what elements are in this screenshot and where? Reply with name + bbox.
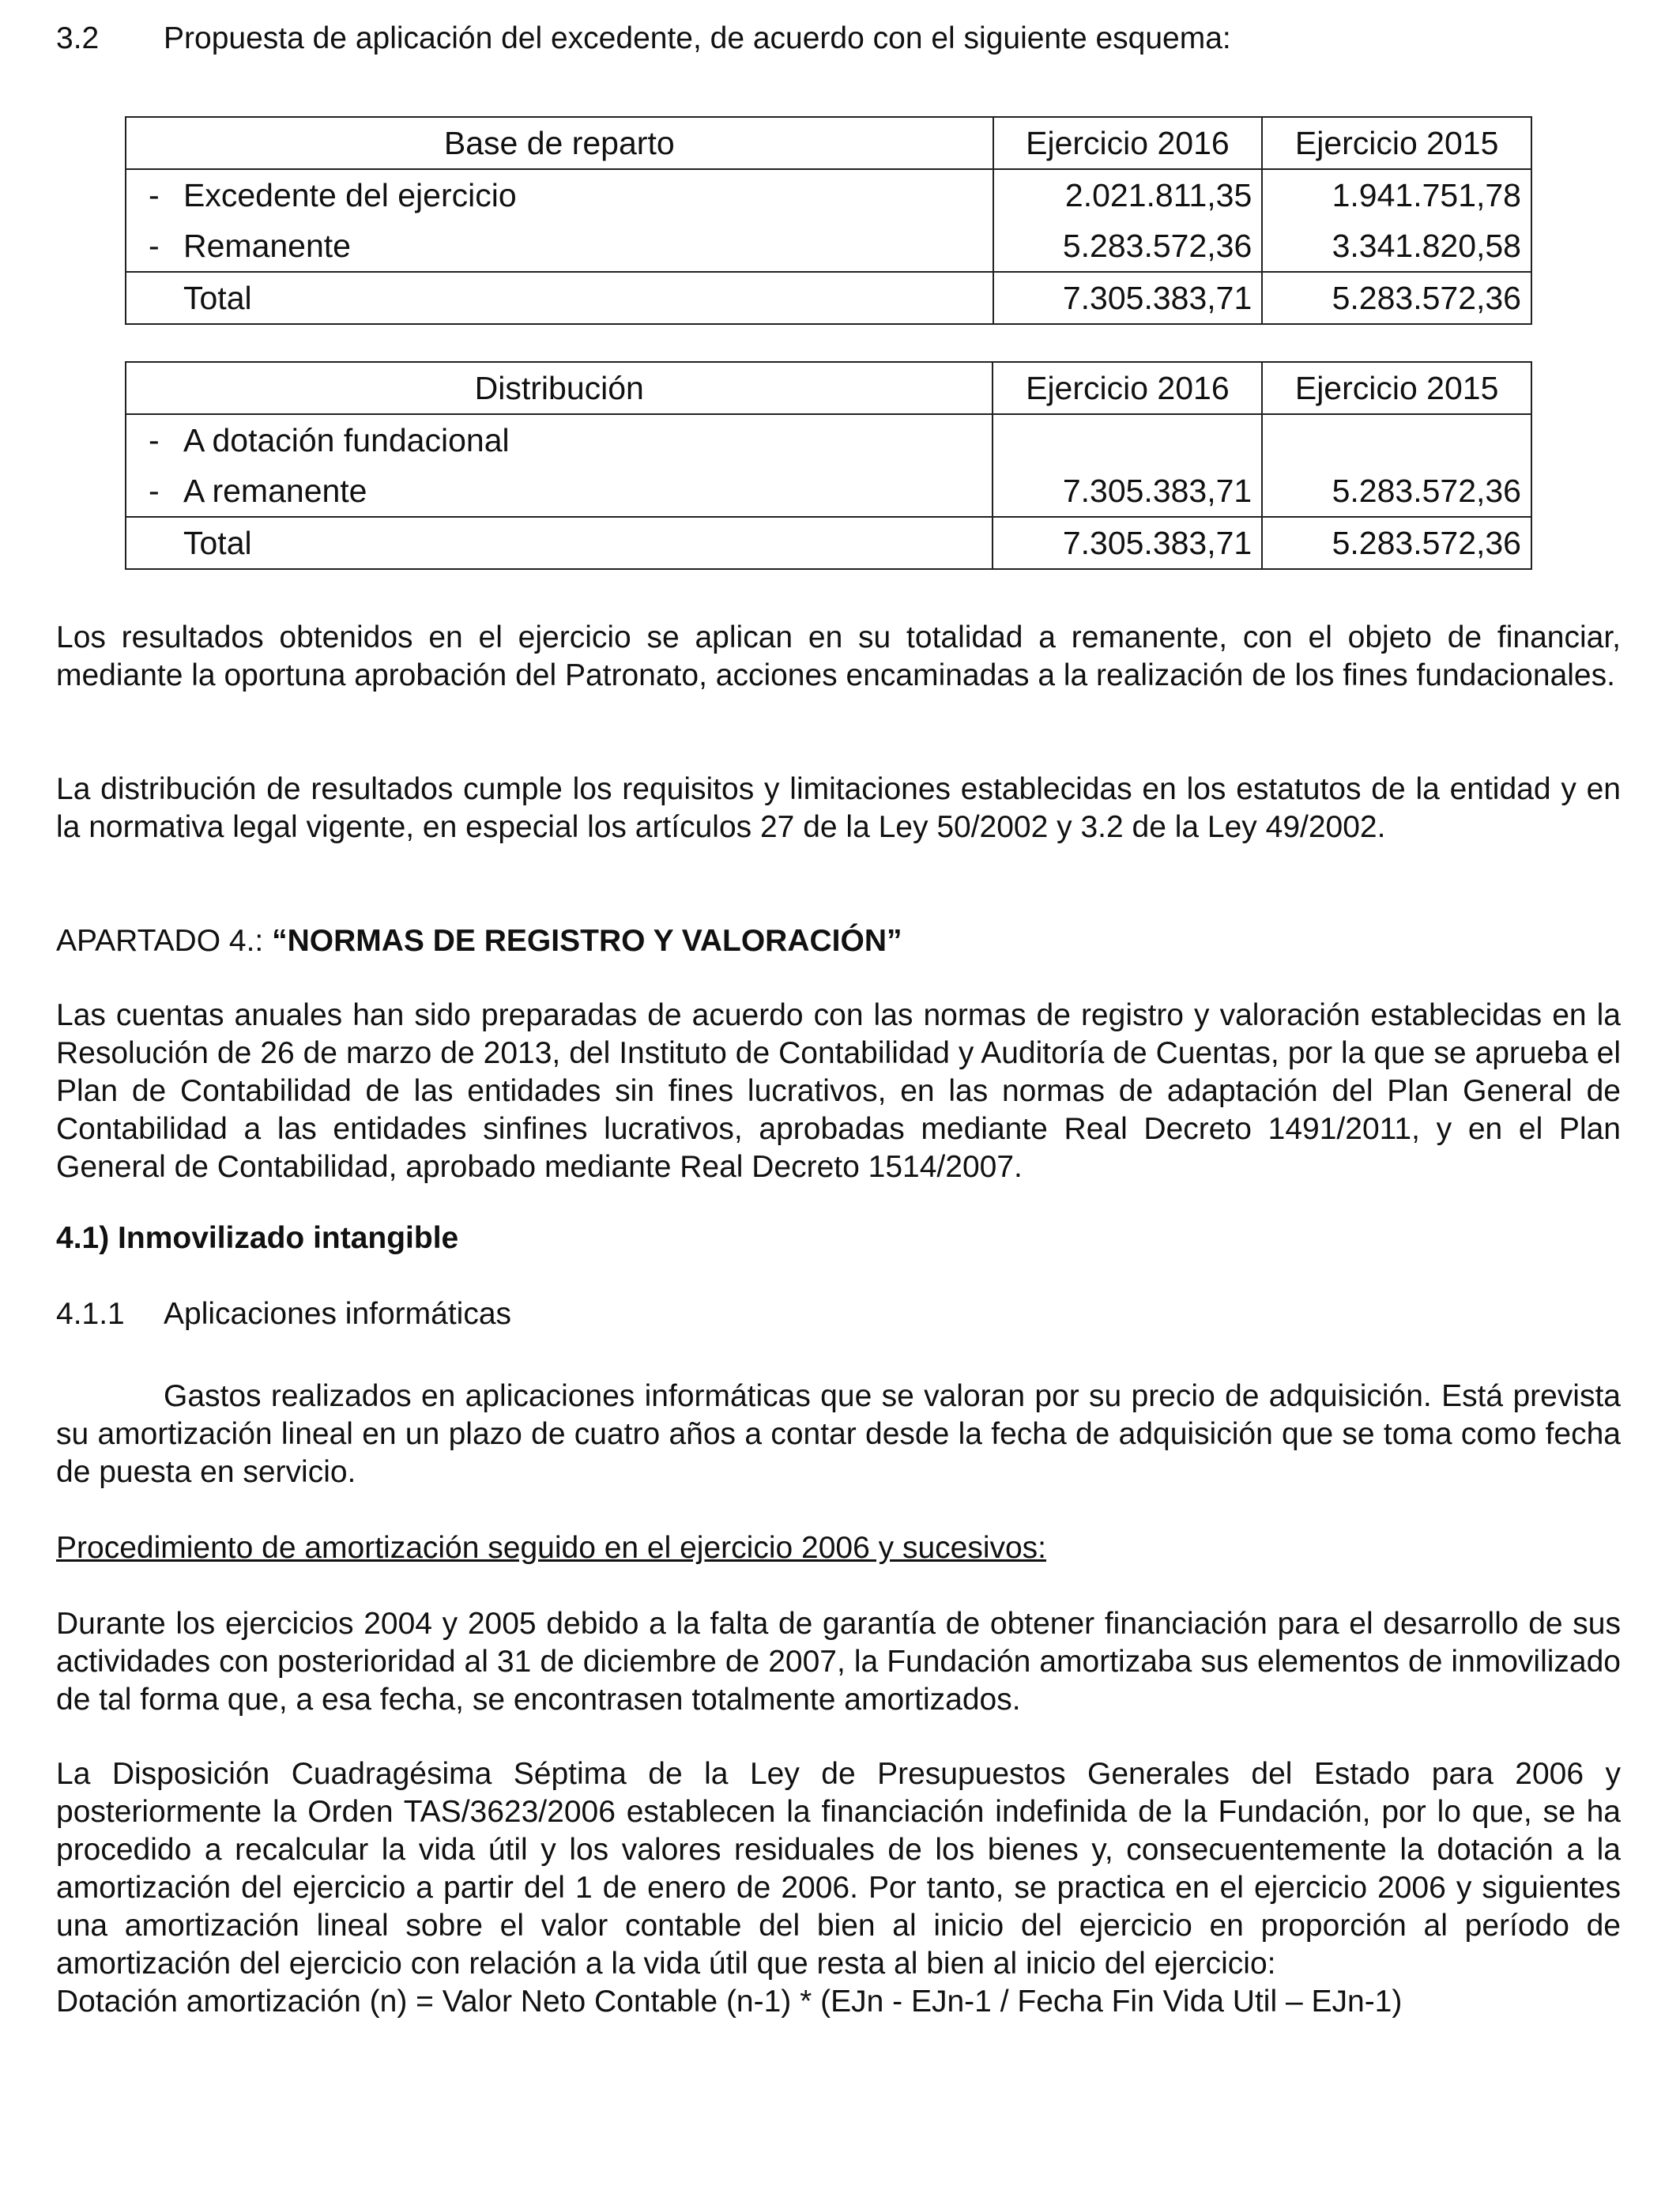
- column-header: Ejercicio 2016: [993, 362, 1262, 414]
- document-page: [56, 20, 1621, 2019]
- procedimiento-paragraph-1: Durante los ejercicios 2004 y 2005 debido a la falta de garantía de obtener financiación para el desarrollo de sus actividades con posterioridad al 31 de diciembre de 2007, la Fundación amortizaba sus elementos de inmovilizado de tal forma que, a esa fecha, se encontrasen totalmente amortizados.: [56, 1607, 1621, 1717]
- row-label: Excedente del ejercicio: [183, 177, 517, 213]
- paragraph-resultados: Los resultados obtenidos en el ejercicio se aplican en su totalidad a remanente, con el objeto de financiar, mediante la oportuna aprobación del Patronato, acciones encaminadas a la realización de los fines fundacionales.: [56, 620, 1621, 692]
- column-header: Ejercicio 2015: [1262, 362, 1531, 414]
- row-label: Remanente: [183, 228, 351, 264]
- section-number: 4.1.1: [56, 1297, 125, 1331]
- column-header: Ejercicio 2016: [993, 117, 1263, 169]
- section-title: Aplicaciones informáticas: [164, 1297, 512, 1331]
- cell-value: 2.021.811,35: [993, 169, 1263, 221]
- cell-value: 7.305.383,71: [993, 466, 1262, 517]
- table-header-row: [126, 117, 1531, 169]
- procedimiento-paragraph-2: La Disposición Cuadragésima Séptima de la Ley de Presupuestos Generales del Estado para 2006 y posteriormente la Orden TAS/3623/2006 establecen la financiación indefinida de la Fundación, por lo que, se ha procedido a recalcular la vida útil y los valores residuales de los bienes y, consecuentemente la dotación a la amortización del ejercicio a partir del 1 de enero de 2006. Por tanto, se practica en el ejercicio 2006 y siguientes una amortización lineal sobre el valor contable del bien al inicio del ejercicio en proporción al período de amortización del ejercicio con relación a la vida útil que resta al bien al inicio del ejercicio:: [56, 1757, 1621, 1981]
- table-row: [126, 414, 1531, 466]
- list-dash: -: [149, 473, 160, 509]
- cell-value: 7.305.383,71: [993, 272, 1263, 324]
- list-dash: -: [149, 177, 160, 213]
- total-label: Total: [183, 280, 252, 316]
- amortization-formula: Dotación amortización (n) = Valor Neto Contable (n-1) * (EJn - EJn-1 / Fecha Fin Vida Util – EJn-1): [56, 1985, 1403, 2019]
- column-header: Base de reparto: [126, 117, 993, 169]
- paragraph-distribucion: La distribución de resultados cumple los requisitos y limitaciones establecidas en los estatutos de la entidad y en la normativa legal vigente, en especial los artículos 27 de la Ley 50/2002 y 3.2 de la Ley 49/2002.: [56, 772, 1621, 844]
- list-dash: -: [149, 422, 160, 458]
- apartado-title: “NORMAS DE REGISTRO Y VALORACIÓN”: [272, 924, 902, 958]
- cell-value: 5.283.572,36: [1262, 517, 1531, 569]
- cell-value: 5.283.572,36: [1262, 466, 1531, 517]
- aplicaciones-body: Gastos realizados en aplicaciones informáticas que se valoran por su precio de adquisición. Está prevista su amortización lineal en un plazo de cuatro años a contar desde la fecha de adquisición que se toma como fecha de puesta en servicio.: [56, 1379, 1621, 1489]
- apartado-4-intro: Las cuentas anuales han sido preparadas de acuerdo con las normas de registro y valoración establecidas en la Resolución de 26 de marzo de 2013, del Instituto de Contabilidad y Auditoría de Cuentas, por la que se aprueba el Plan de Contabilidad de las entidades sin fines lucrativos, en las normas de adaptación del Plan General de Contabilidad a las entidades sinfines lucrativos, aprobadas mediante Real Decreto 1491/2011, y en el Plan General de Contabilidad, aprobado mediante Real Decreto 1514/2007.: [56, 998, 1621, 1184]
- section-title: Propuesta de aplicación del excedente, de acuerdo con el siguiente esquema:: [164, 21, 1231, 55]
- cell-value: [993, 414, 1262, 466]
- table-total-row: [126, 272, 1531, 324]
- procedimiento-heading: Procedimiento de amortización seguido en el ejercicio 2006 y sucesivos:: [56, 1531, 1047, 1565]
- base-reparto-table: [125, 116, 1532, 325]
- cell-value: [1262, 414, 1531, 466]
- total-label: Total: [183, 525, 252, 561]
- section-3-2-heading: [56, 20, 1621, 64]
- list-dash: -: [149, 228, 160, 264]
- apartado-prefix: APARTADO 4.:: [56, 924, 273, 958]
- cell-value: 5.283.572,36: [1262, 272, 1531, 324]
- cell-value: 1.941.751,78: [1262, 169, 1531, 221]
- cell-value: 5.283.572,36: [993, 221, 1263, 272]
- cell-value: 7.305.383,71: [993, 517, 1262, 569]
- row-label: A remanente: [183, 473, 367, 509]
- column-header: Distribución: [126, 362, 993, 414]
- column-header: Ejercicio 2015: [1262, 117, 1531, 169]
- table-header-row: [126, 362, 1531, 414]
- row-label: A dotación fundacional: [183, 422, 510, 458]
- table-total-row: [126, 517, 1531, 569]
- cell-value: 3.341.820,58: [1262, 221, 1531, 272]
- section-4-1-1-heading: [56, 1295, 1621, 1340]
- apartado-4-heading: [56, 922, 1621, 960]
- section-4-1-heading: 4.1) Inmovilizado intangible: [56, 1221, 459, 1255]
- section-number: 3.2: [56, 21, 100, 55]
- table-row: [126, 169, 1531, 221]
- distribucion-table: [125, 361, 1532, 570]
- table-row: [126, 466, 1531, 517]
- table-row: [126, 221, 1531, 272]
